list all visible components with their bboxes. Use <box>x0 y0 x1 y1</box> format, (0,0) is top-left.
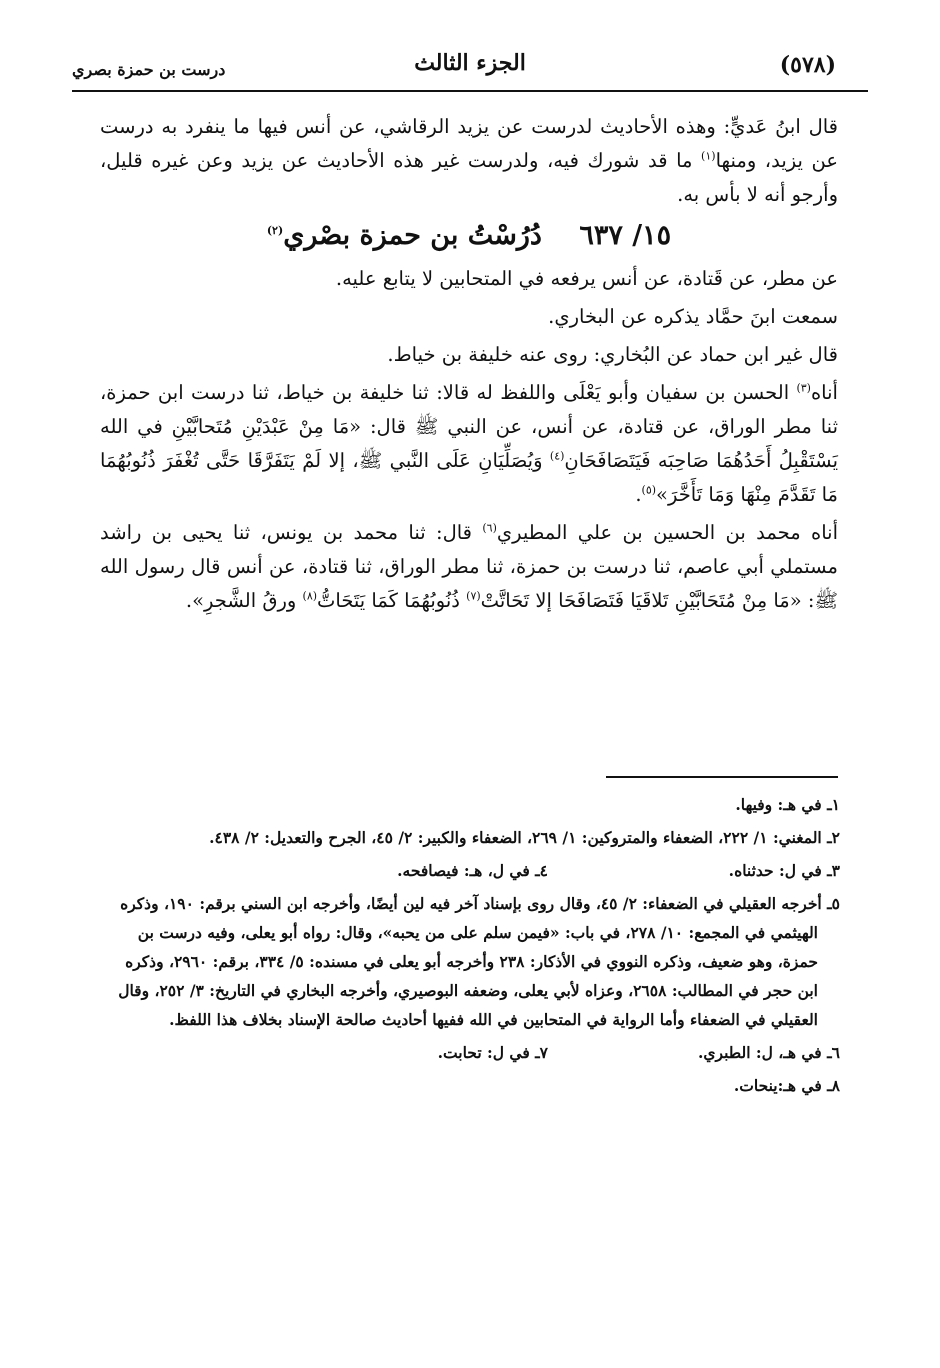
footnote-1: ١ـ في هـ: وفيها. <box>735 795 840 814</box>
footnote-ref-6[interactable]: (٦) <box>482 521 497 535</box>
footnote-2: ٢ـ المغني: ١/ ٢٢٢، الضعفاء والمتروكين: ١/ ٢٦٩، الضعفاء والكبير: ٢/ ٤٥، الجرح والتعديل: ٢/ ٤٣٨. <box>209 828 840 847</box>
volume-title: الجزء الثالث <box>414 50 526 76</box>
paragraph-qala: قال غير ابن حماد عن البُخاري: روى عنه خليفة بن خياط. <box>387 343 838 366</box>
footnotes <box>100 790 840 1104</box>
entry-number: ١٥/ ٦٣٧ <box>579 220 672 251</box>
footnote-ref-8[interactable]: (٨) <box>302 589 318 603</box>
footnote-8: ٨ـ في هـ:ينحات. <box>733 1076 840 1095</box>
main-text <box>100 110 838 622</box>
footnote-ref-1[interactable]: (١) <box>701 149 716 163</box>
footnote-ref-7[interactable]: (٧) <box>466 589 481 603</box>
paragraph-sami: سمعت ابنَ حمَّاد يذكره عن البخاري. <box>548 305 838 328</box>
footnote-row-3-4 <box>100 856 840 885</box>
footnote-ref-4[interactable]: (٤) <box>549 449 565 463</box>
page-number: (٥٧٨) <box>779 52 836 78</box>
footnote-ref-2[interactable]: (٢) <box>266 224 284 237</box>
paragraph-ibn-adi: قال ابنُ عَديٍّ: وهذه الأحاديث لدرست عن يزيد الرقاشي، عن أنس فيها ما ينفرد به درست عن يزيد، ومنها$^{(١)}$ ما قد شورك فيه، ولدرست غير هذه الأحاديث عن يزيد وعن غيره قليل، وأرجو أنه لا بأس به. <box>100 115 838 206</box>
paragraph-hadith-2: أناه محمد بن الحسين بن علي المطيري$^{(٦)}$ قال: ثنا محمد بن يونس، ثنا يحيى بن راشد مستملي أبي عاصم، ثنا درست بن حمزة، ثنا مطر الوراق، ثنا قتادة، عن أنس قال رسول الله ﷺ: «مَا مِنْ مُتَحَابَّيْنِ تَلاقَيَا فَتَصَافَحَا إلا تَحَاتَّتْ$^{(٧)}$ ذُنُوبُهُمَا كَمَا يَتَحَاتُّ$^{(٨)}$ ورقُ الشَّجرِ». <box>100 521 839 612</box>
footnote-row-6-7 <box>100 1038 840 1067</box>
footnote-7: ٧ـ في ل: تحابت. <box>437 1043 548 1062</box>
paragraph-matar: عن مطر، عن قَتادة، عن أنس يرفعه في المتحابين لا يتابع عليه. <box>335 267 838 290</box>
footnote-6: ٦ـ في هـ، ل: الطبري. <box>698 1043 840 1062</box>
footnote-4: ٤ـ في ل، هـ: فيصافحه. <box>397 861 548 880</box>
page-header <box>72 46 868 86</box>
entry-name: دُرُسْتُ بن حمزة بصْري <box>283 220 542 251</box>
footnote-5: ٥ـ أخرجه العقيلي في الضعفاء: ٢/ ٤٥، وقال روى بإسناد آخر فيه لين أيضًا، وأخرجه ابن السني برقم: ١٩٠، وذكره الهيثمي في المجمع: ١٠/ ٢٧٨، في باب: «فيمن سلم على من يحبه»، وقال: رواه أبو يعلى، وفيه درست بن حمزة، وهو ضعيف، وذكره النووي في الأذكار: ٢٣٨ وأخرجه أبو يعلى في مسنده: ٥/ ٣٣٤، برقم: ٢٩٦٠، وذكره ابن حجر في المطالب: ٢٦٥٨، وعزاه لأبي يعلى، وضعفه البوصيري، وأخرجه البخاري في التاريخ: ٣/ ٢٥٢، وقال العقيلي في الضعفاء وأما الرواية في المتحابين في الله ففيها أحاديث صالحة الإسناد بخلاف هذا اللفظ. <box>118 894 840 1029</box>
footnote-3: ٣ـ في ل: حدثناه. <box>728 861 840 880</box>
footnote-separator <box>606 776 838 778</box>
footnote-ref-5[interactable]: (٥) <box>641 483 657 497</box>
header-rule <box>72 90 868 92</box>
footnote-ref-3[interactable]: (٣) <box>796 381 811 395</box>
running-title: درست بن حمزة بصري <box>72 60 226 79</box>
entry-title <box>100 216 838 256</box>
paragraph-hadith-1: أناه$^{(٣)}$ الحسن بن سفيان وأبو يَعْلَى واللفظ له قالا: ثنا خليفة بن خياط، ثنا درست ابن حمزة، ثنا مطر الوراق، عن قتادة، عن أنس، عن النبي ﷺ قال: «مَا مِنْ عَبْدَيْنِ مُتَحابَّيْنِ في الله يَسْتَقْبِلُ أَحَدُهُمَا صَاحِبَه فَيَتَصَافَحَانِ$^{(٤)}$ وَيُصَلِّيَانِ عَلَى النَّبي ﷺ، إلا لَمْ يَتَفَرَّقَا حَتَّى تُغْفَرَ ذُنُوبُهُمَا مَا تَقَدَّمَ مِنْهَا وَمَا تَأَخَّرَ»$^{(٥)}$. <box>100 381 839 506</box>
